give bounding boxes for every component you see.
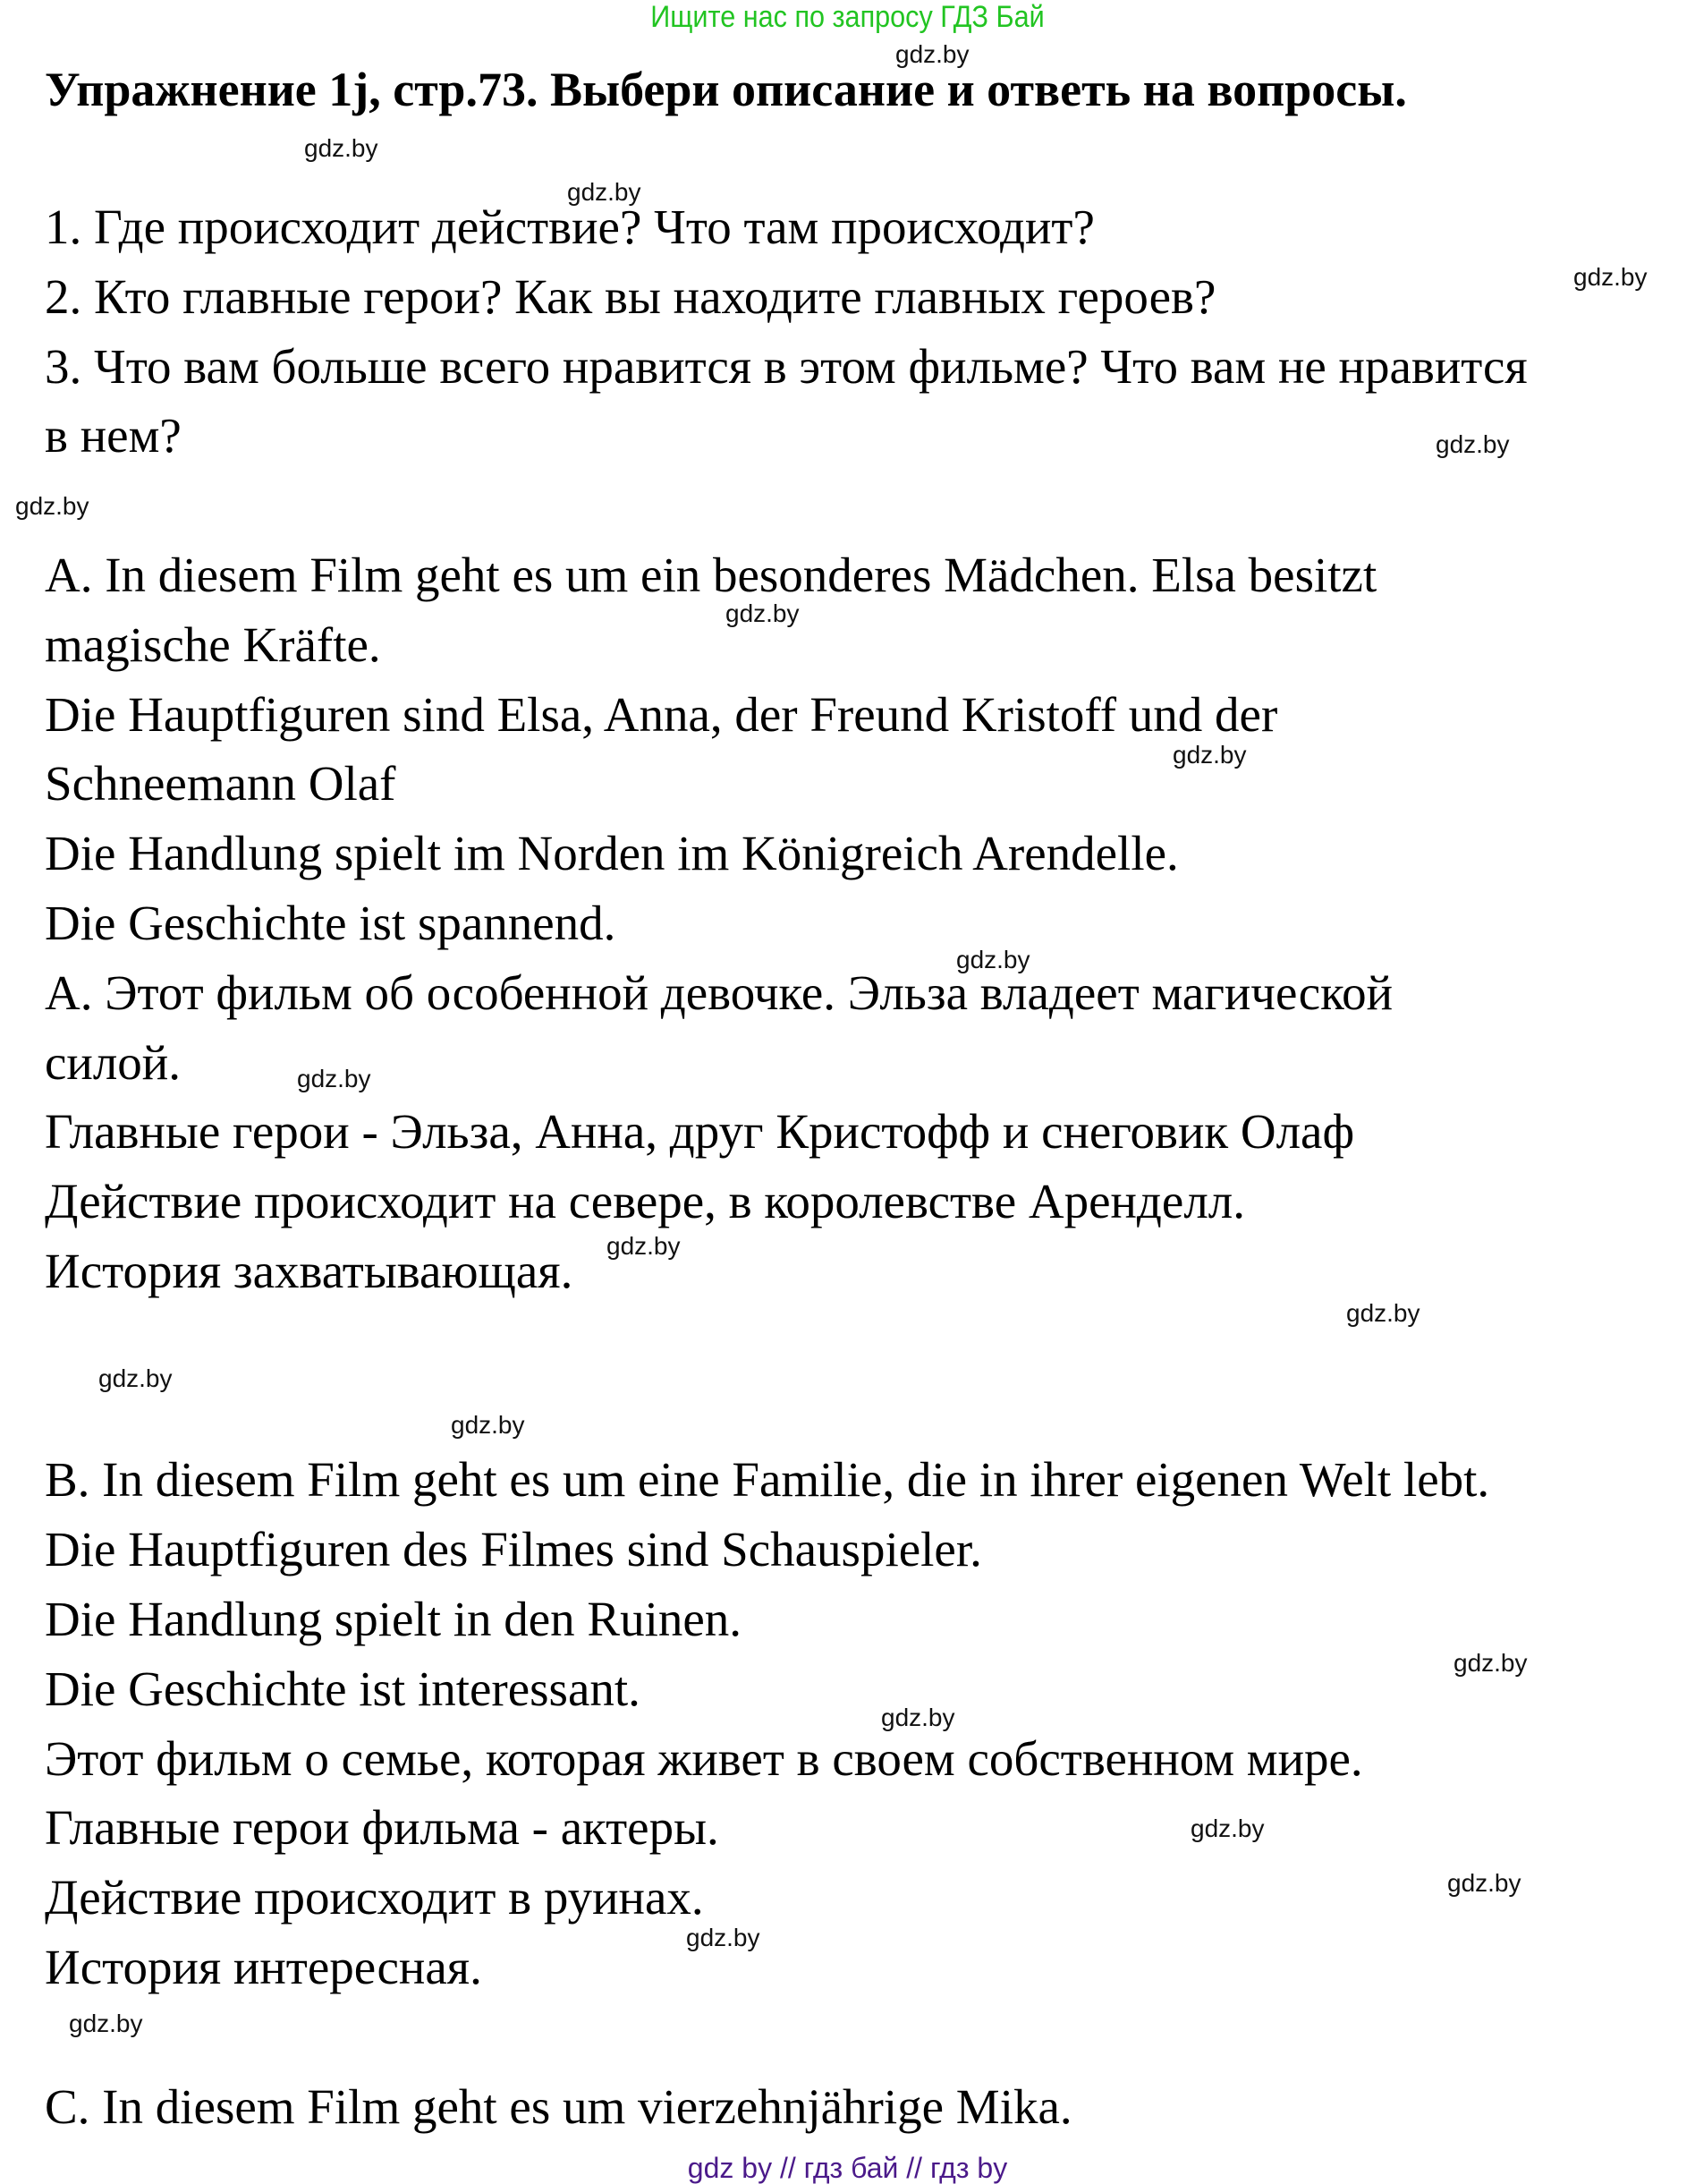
watermark: gdz.by bbox=[297, 1065, 371, 1092]
search-banner: Ищите нас по запросу ГДЗ Бай bbox=[650, 0, 1045, 34]
text-line: Die Hauptfiguren sind Elsa, Anna, der Freund Kristoff und der bbox=[45, 686, 1278, 742]
exercise-title: Упражнение 1j, стр.73. Выбери описание и ответь на вопросы. bbox=[45, 63, 1407, 116]
text-line: История захватывающая. bbox=[45, 1243, 573, 1298]
watermark: gdz.by bbox=[304, 134, 378, 162]
watermark: gdz.by bbox=[725, 599, 800, 627]
text-line: Die Handlung spielt in den Ruinen. bbox=[45, 1591, 742, 1646]
text-line: Действие происходит на севере, в королевстве Аренделл. bbox=[45, 1174, 1245, 1229]
question-line: в нем? bbox=[45, 408, 182, 463]
text-line: B. In diesem Film geht es um eine Familie, die in ihrer eigenen Welt lebt. bbox=[45, 1452, 1490, 1508]
section-c bbox=[45, 2072, 1682, 2142]
text-line: А. Этот фильм об особенной девочке. Эльза владеет магической bbox=[45, 965, 1394, 1020]
watermark: gdz.by bbox=[1173, 741, 1247, 769]
watermark: gdz.by bbox=[1453, 1649, 1528, 1677]
watermark: gdz.by bbox=[1346, 1299, 1420, 1327]
watermark: gdz.by bbox=[956, 946, 1030, 973]
text-line: силой. bbox=[45, 1034, 181, 1090]
text-line: Die Geschichte ist interessant. bbox=[45, 1661, 640, 1716]
watermark: gdz.by bbox=[686, 1924, 760, 1951]
exercise-body bbox=[45, 192, 1682, 2141]
watermark: gdz.by bbox=[1191, 1814, 1265, 1842]
text-line: История интересная. bbox=[45, 1939, 482, 1994]
watermark: gdz.by bbox=[567, 178, 641, 206]
text-line: Schneemann Olaf bbox=[45, 756, 396, 812]
questions bbox=[45, 192, 1682, 471]
footer-links: gdz by // гдз бай // гдз by bbox=[687, 2152, 1008, 2184]
watermark: gdz.by bbox=[69, 2010, 143, 2037]
watermark: gdz.by bbox=[606, 1232, 681, 1260]
section-a bbox=[45, 540, 1682, 1306]
watermark: gdz.by bbox=[1447, 1869, 1521, 1897]
text-line: Этот фильм о семье, которая живет в своем собственном мире. bbox=[45, 1730, 1363, 1786]
text-line: magische Kräfte. bbox=[45, 616, 381, 672]
section-b bbox=[45, 1445, 1682, 2001]
text-line: Die Handlung spielt im Norden im Königreich Arendelle. bbox=[45, 826, 1179, 881]
watermark: gdz.by bbox=[1573, 263, 1648, 291]
question-line: 2. Кто главные герои? Как вы находите главных героев? bbox=[45, 268, 1216, 324]
watermark: gdz.by bbox=[98, 1364, 173, 1392]
question-line: 1. Где происходит действие? Что там происходит? bbox=[45, 200, 1095, 254]
text-line: A. In diesem Film geht es um ein besonderes Mädchen. Elsa besitzt bbox=[45, 547, 1377, 602]
watermark: gdz.by bbox=[1436, 430, 1510, 458]
watermark: gdz.by bbox=[895, 40, 970, 68]
text-line: Главные герои фильма - актеры. bbox=[45, 1800, 719, 1856]
watermark: gdz.by bbox=[15, 492, 89, 520]
text-line: C. In diesem Film geht es um vierzehnjährige Mika. bbox=[45, 2078, 1072, 2134]
text-line: Главные герои - Эльза, Анна, друг Кристофф и снеговик Олаф bbox=[45, 1104, 1355, 1160]
watermark: gdz.by bbox=[881, 1704, 955, 1731]
watermark: gdz.by bbox=[451, 1411, 525, 1439]
question-line: 3. Что вам больше всего нравится в этом фильме? Что вам не нравится bbox=[45, 338, 1528, 394]
text-line: Die Geschichte ist spannend. bbox=[45, 895, 616, 950]
text-line: Действие происходит в руинах. bbox=[45, 1870, 704, 1925]
text-line: Die Hauptfiguren des Filmes sind Schauspieler. bbox=[45, 1522, 982, 1577]
